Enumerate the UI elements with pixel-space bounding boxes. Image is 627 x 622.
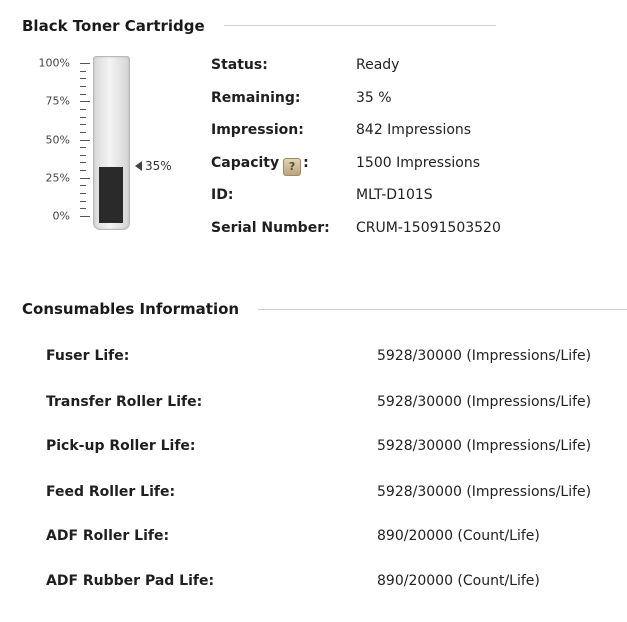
consumable-label-feed-roller: Feed Roller Life:: [46, 484, 176, 500]
consumables-section-divider: [258, 309, 627, 310]
capacity-help-icon[interactable]: ?: [283, 158, 301, 176]
scale-tick: [80, 155, 86, 156]
consumable-label-pickup-roller: Pick-up Roller Life:: [46, 438, 196, 454]
scale-label-25: 25%: [45, 171, 70, 185]
serial-number-label: Serial Number:: [211, 220, 330, 236]
scale-tick: [80, 132, 86, 133]
scale-tick: [80, 178, 90, 179]
consumable-value-adf-rubber-pad: 890/20000 (Count/Life): [377, 573, 540, 589]
scale-tick: [80, 140, 90, 141]
serial-number-value: CRUM-15091503520: [356, 220, 501, 236]
toner-level-label: 35%: [145, 159, 172, 173]
scale-tick: [80, 216, 90, 217]
id-value: MLT-D101S: [356, 187, 433, 203]
scale-tick: [80, 201, 86, 202]
scale-tick: [80, 147, 86, 148]
consumable-value-fuser: 5928/30000 (Impressions/Life): [377, 348, 592, 364]
capacity-colon: :: [303, 155, 309, 171]
consumable-label-transfer-roller: Transfer Roller Life:: [46, 394, 203, 410]
scale-tick: [80, 109, 86, 110]
remaining-label: Remaining:: [211, 90, 301, 106]
capacity-label-row: [211, 155, 309, 176]
consumable-value-adf-roller: 890/20000 (Count/Life): [377, 528, 540, 544]
scale-tick: [80, 185, 86, 186]
scale-label-100: 100%: [38, 56, 70, 70]
scale-label-75: 75%: [45, 94, 70, 108]
id-label: ID:: [211, 187, 234, 203]
consumable-value-pickup-roller: 5928/30000 (Impressions/Life): [377, 438, 592, 454]
consumable-label-adf-rubber-pad: ADF Rubber Pad Life:: [46, 573, 215, 589]
toner-level-gauge: [93, 56, 130, 230]
toner-section-divider: [224, 25, 496, 26]
scale-tick: [80, 162, 86, 163]
consumable-label-fuser: Fuser Life:: [46, 348, 130, 364]
status-label: Status:: [211, 57, 268, 73]
consumables-section-title: Consumables Information: [22, 300, 240, 318]
marker-arrow-icon: [135, 161, 142, 171]
scale-label-50: 50%: [45, 133, 70, 147]
consumable-label-adf-roller: ADF Roller Life:: [46, 528, 170, 544]
capacity-value: 1500 Impressions: [356, 155, 481, 171]
scale-tick: [80, 94, 86, 95]
impression-label: Impression:: [211, 122, 304, 138]
capacity-label: Capacity: [211, 155, 280, 171]
consumable-value-feed-roller: 5928/30000 (Impressions/Life): [377, 484, 592, 500]
consumable-value-transfer-roller: 5928/30000 (Impressions/Life): [377, 394, 592, 410]
scale-tick: [80, 86, 86, 87]
scale-tick: [80, 170, 86, 171]
remaining-value: 35 %: [356, 90, 392, 106]
toner-level-scale: [30, 55, 92, 230]
toner-level-marker: [135, 159, 172, 173]
status-value: Ready: [356, 57, 400, 73]
scale-tick: [80, 117, 86, 118]
scale-label-0: 0%: [52, 209, 70, 223]
scale-tick: [80, 78, 86, 79]
scale-tick: [80, 208, 86, 209]
scale-tick: [80, 124, 86, 125]
scale-tick: [80, 193, 86, 194]
scale-tick: [80, 63, 90, 64]
impression-value: 842 Impressions: [356, 122, 472, 138]
scale-tick: [80, 71, 86, 72]
toner-level-fill: [99, 167, 123, 223]
toner-section-title: Black Toner Cartridge: [22, 17, 205, 35]
scale-tick: [80, 101, 90, 102]
